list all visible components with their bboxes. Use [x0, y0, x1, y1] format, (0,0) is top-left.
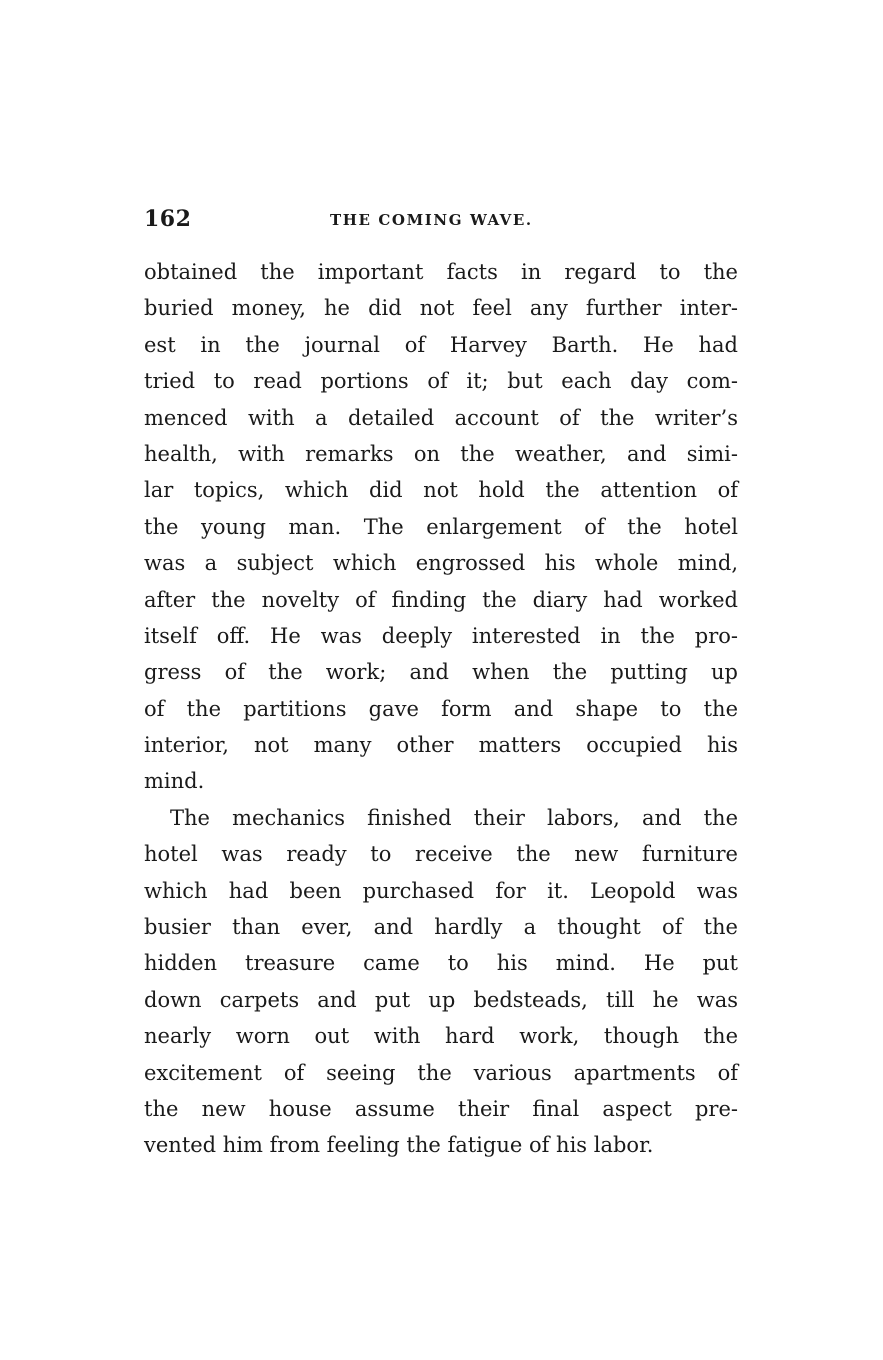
- text-line: interior, not many other matters occupied his: [144, 733, 738, 758]
- text-line: health, with remarks on the weather, and simi-: [144, 441, 738, 466]
- text-line: mind.: [144, 769, 205, 794]
- running-title: THE COMING WAVE.: [330, 211, 533, 229]
- paragraph-2: [144, 800, 738, 1164]
- page-header: [144, 206, 738, 236]
- text-line: the young man. The enlargement of the hotel: [144, 514, 738, 539]
- text-line: hidden treasure came to his mind. He put: [144, 951, 738, 976]
- page-number: 162: [144, 206, 192, 232]
- text-line: itself off. He was deeply interested in the pro-: [144, 623, 738, 648]
- text-line: buried money, he did not feel any further inter-: [144, 296, 738, 321]
- text-line: was a subject which engrossed his whole mind,: [144, 551, 738, 576]
- text-line: gress of the work; and when the putting up: [144, 660, 738, 685]
- text-line: which had been purchased for it. Leopold was: [144, 878, 738, 903]
- text-line: down carpets and put up bedsteads, till he was: [144, 987, 738, 1012]
- text-line: obtained the important facts in regard to the: [144, 260, 738, 284]
- text-line: lar topics, which did not hold the attention of: [144, 478, 738, 503]
- text-line: nearly worn out with hard work, though the: [144, 1024, 738, 1049]
- text-line: excitement of seeing the various apartments of: [144, 1060, 738, 1085]
- text-line: hotel was ready to receive the new furniture: [144, 842, 738, 867]
- paragraph-1: [144, 254, 738, 800]
- text-line: menced with a detailed account of the writer’s: [144, 405, 738, 430]
- text-line: of the partitions gave form and shape to the: [144, 696, 738, 721]
- text-line: est in the journal of Harvey Barth. He had: [144, 332, 738, 357]
- text-line: tried to read portions of it; but each day com-: [144, 369, 738, 394]
- text-line: after the novelty of finding the diary had worked: [144, 587, 738, 612]
- text-line: the new house assume their final aspect pre-: [144, 1096, 738, 1121]
- text-line: The mechanics finished their labors, and the: [170, 805, 738, 830]
- text-line: busier than ever, and hardly a thought of the: [144, 915, 738, 940]
- text-line: vented him from feeling the fatigue of his labor.: [144, 1133, 654, 1158]
- page-body: [144, 254, 738, 1164]
